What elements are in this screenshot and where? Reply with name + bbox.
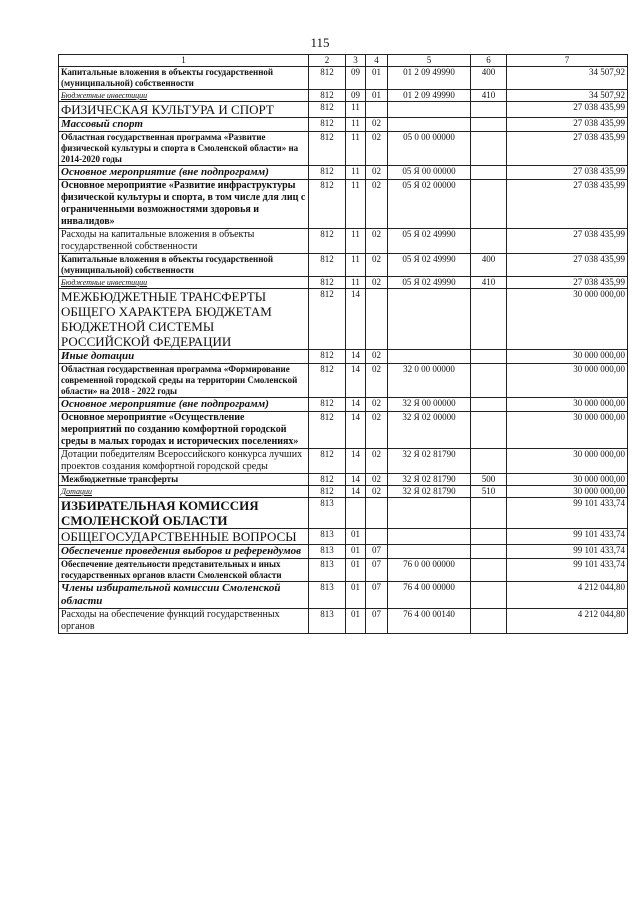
subsection-cell: 02 bbox=[366, 350, 388, 364]
expense-type-cell bbox=[471, 449, 507, 474]
row-name-cell: Бюджетные инвестиции bbox=[59, 90, 309, 102]
section-cell: 11 bbox=[346, 102, 366, 118]
target-article-cell: 76 0 00 00000 bbox=[388, 559, 471, 582]
expense-type-cell bbox=[471, 289, 507, 350]
section-cell: 09 bbox=[346, 90, 366, 102]
admin-code-cell: 813 bbox=[309, 545, 346, 559]
expense-type-cell bbox=[471, 582, 507, 609]
expense-type-cell: 410 bbox=[471, 90, 507, 102]
expense-type-cell bbox=[471, 350, 507, 364]
expense-type-cell bbox=[471, 559, 507, 582]
table-row bbox=[59, 582, 628, 609]
table-row bbox=[59, 254, 628, 277]
subsection-cell: 02 bbox=[366, 412, 388, 449]
section-cell: 14 bbox=[346, 486, 366, 498]
row-name-cell: Массовый спорт bbox=[59, 118, 309, 132]
row-name-cell: ФИЗИЧЕСКАЯ КУЛЬТУРА И СПОРТ bbox=[59, 102, 309, 118]
target-article-cell: 32 0 00 00000 bbox=[388, 364, 471, 398]
admin-code-cell: 812 bbox=[309, 67, 346, 90]
target-article-cell: 05 Я 02 49990 bbox=[388, 277, 471, 289]
section-cell: 14 bbox=[346, 398, 366, 412]
budget-table bbox=[58, 54, 628, 634]
table-row bbox=[59, 545, 628, 559]
table-row bbox=[59, 289, 628, 350]
table-row bbox=[59, 474, 628, 486]
subsection-cell: 02 bbox=[366, 118, 388, 132]
amount-cell: 30 000 000,00 bbox=[507, 474, 628, 486]
subsection-cell: 02 bbox=[366, 486, 388, 498]
target-article-cell: 05 Я 02 00000 bbox=[388, 180, 471, 229]
column-header: 6 bbox=[471, 55, 507, 67]
section-cell: 01 bbox=[346, 582, 366, 609]
amount-cell: 27 038 435,99 bbox=[507, 277, 628, 289]
subsection-cell: 02 bbox=[366, 166, 388, 180]
amount-cell: 30 000 000,00 bbox=[507, 486, 628, 498]
section-cell: 14 bbox=[346, 364, 366, 398]
target-article-cell: 76 4 00 00140 bbox=[388, 609, 471, 634]
section-cell: 09 bbox=[346, 67, 366, 90]
row-name-cell: Бюджетные инвестиции bbox=[59, 277, 309, 289]
subsection-cell: 07 bbox=[366, 559, 388, 582]
expense-type-cell: 410 bbox=[471, 277, 507, 289]
table-row bbox=[59, 498, 628, 529]
section-cell bbox=[346, 498, 366, 529]
target-article-cell bbox=[388, 529, 471, 545]
table-row bbox=[59, 529, 628, 545]
admin-code-cell: 812 bbox=[309, 180, 346, 229]
expense-type-cell bbox=[471, 118, 507, 132]
expense-type-cell bbox=[471, 166, 507, 180]
admin-code-cell: 812 bbox=[309, 229, 346, 254]
admin-code-cell: 813 bbox=[309, 559, 346, 582]
expense-type-cell bbox=[471, 398, 507, 412]
amount-cell: 30 000 000,00 bbox=[507, 398, 628, 412]
admin-code-cell: 812 bbox=[309, 277, 346, 289]
target-article-cell bbox=[388, 545, 471, 559]
column-header: 4 bbox=[366, 55, 388, 67]
row-name-cell: Областная государственная программа «Развитие физической культуры и спорта в Смоленской области» на 2014-2020 годы bbox=[59, 132, 309, 166]
row-name-cell: Основное мероприятие «Осуществление мероприятий по созданию комфортной городской среды в малых городах и исторических поселениях» bbox=[59, 412, 309, 449]
section-cell: 11 bbox=[346, 180, 366, 229]
table-row bbox=[59, 398, 628, 412]
subsection-cell: 02 bbox=[366, 180, 388, 229]
page-number: 115 bbox=[310, 35, 330, 50]
section-cell: 14 bbox=[346, 289, 366, 350]
amount-cell: 34 507,92 bbox=[507, 90, 628, 102]
admin-code-cell: 812 bbox=[309, 289, 346, 350]
admin-code-cell: 813 bbox=[309, 609, 346, 634]
amount-cell: 27 038 435,99 bbox=[507, 180, 628, 229]
target-article-cell: 05 Я 02 49990 bbox=[388, 229, 471, 254]
amount-cell: 30 000 000,00 bbox=[507, 289, 628, 350]
target-article-cell: 01 2 09 49990 bbox=[388, 90, 471, 102]
row-name-cell: Расходы на обеспечение функций государственных органов bbox=[59, 609, 309, 634]
target-article-cell: 32 Я 00 00000 bbox=[388, 398, 471, 412]
expense-type-cell bbox=[471, 364, 507, 398]
row-name-cell: ОБЩЕГОСУДАРСТВЕННЫЕ ВОПРОСЫ bbox=[59, 529, 309, 545]
subsection-cell: 02 bbox=[366, 132, 388, 166]
section-cell: 11 bbox=[346, 254, 366, 277]
section-cell: 11 bbox=[346, 277, 366, 289]
section-cell: 11 bbox=[346, 132, 366, 166]
expense-type-cell: 500 bbox=[471, 474, 507, 486]
column-header: 3 bbox=[346, 55, 366, 67]
amount-cell: 4 212 044,80 bbox=[507, 582, 628, 609]
column-header: 1 bbox=[59, 55, 309, 67]
section-cell: 11 bbox=[346, 166, 366, 180]
section-cell: 11 bbox=[346, 229, 366, 254]
admin-code-cell: 812 bbox=[309, 166, 346, 180]
row-name-cell: Обеспечение проведения выборов и референдумов bbox=[59, 545, 309, 559]
amount-cell: 27 038 435,99 bbox=[507, 132, 628, 166]
row-name-cell: Капитальные вложения в объекты государственной (муниципальной) собственности bbox=[59, 67, 309, 90]
row-name-cell: Дотации победителям Всероссийского конкурса лучших проектов создания комфортной городской среды bbox=[59, 449, 309, 474]
expense-type-cell: 400 bbox=[471, 254, 507, 277]
subsection-cell: 02 bbox=[366, 229, 388, 254]
admin-code-cell: 812 bbox=[309, 102, 346, 118]
row-name-cell: Члены избирательной комиссии Смоленской области bbox=[59, 582, 309, 609]
section-cell: 14 bbox=[346, 474, 366, 486]
target-article-cell bbox=[388, 289, 471, 350]
table-row bbox=[59, 486, 628, 498]
amount-cell: 27 038 435,99 bbox=[507, 166, 628, 180]
table-row bbox=[59, 166, 628, 180]
admin-code-cell: 812 bbox=[309, 132, 346, 166]
table-row bbox=[59, 350, 628, 364]
target-article-cell: 76 4 00 00000 bbox=[388, 582, 471, 609]
admin-code-cell: 812 bbox=[309, 364, 346, 398]
row-name-cell: Основное мероприятие (вне подпрограмм) bbox=[59, 166, 309, 180]
column-header: 2 bbox=[309, 55, 346, 67]
table-row bbox=[59, 132, 628, 166]
table-row bbox=[59, 118, 628, 132]
row-name-cell: Основное мероприятие «Развитие инфраструктуры физической культуры и спорта, в том числе для лиц с ограниченными возможностями здоровья и инвалидов» bbox=[59, 180, 309, 229]
table-row bbox=[59, 90, 628, 102]
subsection-cell bbox=[366, 529, 388, 545]
target-article-cell: 05 Я 02 49990 bbox=[388, 254, 471, 277]
subsection-cell: 02 bbox=[366, 449, 388, 474]
amount-cell: 27 038 435,99 bbox=[507, 254, 628, 277]
admin-code-cell: 812 bbox=[309, 449, 346, 474]
section-cell: 14 bbox=[346, 412, 366, 449]
column-header: 7 bbox=[507, 55, 628, 67]
row-name-cell: Расходы на капитальные вложения в объекты государственной собственности bbox=[59, 229, 309, 254]
subsection-cell: 02 bbox=[366, 364, 388, 398]
row-name-cell: Дотации bbox=[59, 486, 309, 498]
expense-type-cell bbox=[471, 529, 507, 545]
row-name-cell: МЕЖБЮДЖЕТНЫЕ ТРАНСФЕРТЫ ОБЩЕГО ХАРАКТЕРА БЮДЖЕТАМ БЮДЖЕТНОЙ СИСТЕМЫ РОССИЙСКОЙ ФЕДЕРАЦИИ bbox=[59, 289, 309, 350]
section-cell: 01 bbox=[346, 529, 366, 545]
row-name-cell: Областная государственная программа «Формирование современной городской среды на территории Смоленской области» на 2018 - 2022 годы bbox=[59, 364, 309, 398]
target-article-cell: 32 Я 02 81790 bbox=[388, 449, 471, 474]
amount-cell: 30 000 000,00 bbox=[507, 350, 628, 364]
row-name-cell: ИЗБИРАТЕЛЬНАЯ КОМИССИЯ СМОЛЕНСКОЙ ОБЛАСТИ bbox=[59, 498, 309, 529]
amount-cell: 30 000 000,00 bbox=[507, 449, 628, 474]
expense-type-cell bbox=[471, 102, 507, 118]
subsection-cell: 02 bbox=[366, 398, 388, 412]
table-row bbox=[59, 364, 628, 398]
target-article-cell: 32 Я 02 00000 bbox=[388, 412, 471, 449]
subsection-cell: 02 bbox=[366, 254, 388, 277]
target-article-cell bbox=[388, 102, 471, 118]
subsection-cell bbox=[366, 102, 388, 118]
expense-type-cell bbox=[471, 609, 507, 634]
target-article-cell: 01 2 09 49990 bbox=[388, 67, 471, 90]
row-name-cell: Иные дотации bbox=[59, 350, 309, 364]
row-name-cell: Капитальные вложения в объекты государственной (муниципальной) собственности bbox=[59, 254, 309, 277]
expense-type-cell bbox=[471, 412, 507, 449]
section-cell: 01 bbox=[346, 545, 366, 559]
table-row bbox=[59, 559, 628, 582]
subsection-cell: 01 bbox=[366, 90, 388, 102]
subsection-cell: 02 bbox=[366, 474, 388, 486]
subsection-cell bbox=[366, 498, 388, 529]
target-article-cell bbox=[388, 498, 471, 529]
amount-cell: 99 101 433,74 bbox=[507, 498, 628, 529]
section-cell: 14 bbox=[346, 350, 366, 364]
admin-code-cell: 813 bbox=[309, 529, 346, 545]
amount-cell: 99 101 433,74 bbox=[507, 529, 628, 545]
table-row bbox=[59, 412, 628, 449]
admin-code-cell: 812 bbox=[309, 486, 346, 498]
admin-code-cell: 812 bbox=[309, 254, 346, 277]
expense-type-cell bbox=[471, 229, 507, 254]
amount-cell: 99 101 433,74 bbox=[507, 559, 628, 582]
amount-cell: 27 038 435,99 bbox=[507, 229, 628, 254]
target-article-cell: 05 0 00 00000 bbox=[388, 132, 471, 166]
column-header: 5 bbox=[388, 55, 471, 67]
admin-code-cell: 812 bbox=[309, 118, 346, 132]
amount-cell: 30 000 000,00 bbox=[507, 364, 628, 398]
subsection-cell: 07 bbox=[366, 582, 388, 609]
row-name-cell: Основное мероприятие (вне подпрограмм) bbox=[59, 398, 309, 412]
amount-cell: 27 038 435,99 bbox=[507, 102, 628, 118]
amount-cell: 30 000 000,00 bbox=[507, 412, 628, 449]
target-article-cell: 05 Я 00 00000 bbox=[388, 166, 471, 180]
target-article-cell bbox=[388, 350, 471, 364]
subsection-cell bbox=[366, 289, 388, 350]
section-cell: 11 bbox=[346, 118, 366, 132]
table-row bbox=[59, 180, 628, 229]
section-cell: 01 bbox=[346, 609, 366, 634]
target-article-cell bbox=[388, 118, 471, 132]
header-row bbox=[59, 55, 628, 67]
expense-type-cell bbox=[471, 180, 507, 229]
table-row bbox=[59, 609, 628, 634]
subsection-cell: 07 bbox=[366, 545, 388, 559]
subsection-cell: 01 bbox=[366, 67, 388, 90]
table-row bbox=[59, 449, 628, 474]
row-name-cell: Межбюджетные трансферты bbox=[59, 474, 309, 486]
target-article-cell: 32 Я 02 81790 bbox=[388, 474, 471, 486]
table-row bbox=[59, 67, 628, 90]
admin-code-cell: 813 bbox=[309, 498, 346, 529]
section-cell: 01 bbox=[346, 559, 366, 582]
amount-cell: 4 212 044,80 bbox=[507, 609, 628, 634]
expense-type-cell: 510 bbox=[471, 486, 507, 498]
subsection-cell: 02 bbox=[366, 277, 388, 289]
table-row bbox=[59, 229, 628, 254]
amount-cell: 34 507,92 bbox=[507, 67, 628, 90]
table-row bbox=[59, 102, 628, 118]
admin-code-cell: 812 bbox=[309, 350, 346, 364]
target-article-cell: 32 Я 02 81790 bbox=[388, 486, 471, 498]
subsection-cell: 07 bbox=[366, 609, 388, 634]
admin-code-cell: 812 bbox=[309, 474, 346, 486]
expense-type-cell: 400 bbox=[471, 67, 507, 90]
row-name-cell: Обеспечение деятельности представительных и иных государственных органов власти Смоленской области bbox=[59, 559, 309, 582]
amount-cell: 99 101 433,74 bbox=[507, 545, 628, 559]
expense-type-cell bbox=[471, 545, 507, 559]
admin-code-cell: 812 bbox=[309, 90, 346, 102]
section-cell: 14 bbox=[346, 449, 366, 474]
admin-code-cell: 813 bbox=[309, 582, 346, 609]
expense-type-cell bbox=[471, 132, 507, 166]
admin-code-cell: 812 bbox=[309, 412, 346, 449]
admin-code-cell: 812 bbox=[309, 398, 346, 412]
table-row bbox=[59, 277, 628, 289]
amount-cell: 27 038 435,99 bbox=[507, 118, 628, 132]
expense-type-cell bbox=[471, 498, 507, 529]
